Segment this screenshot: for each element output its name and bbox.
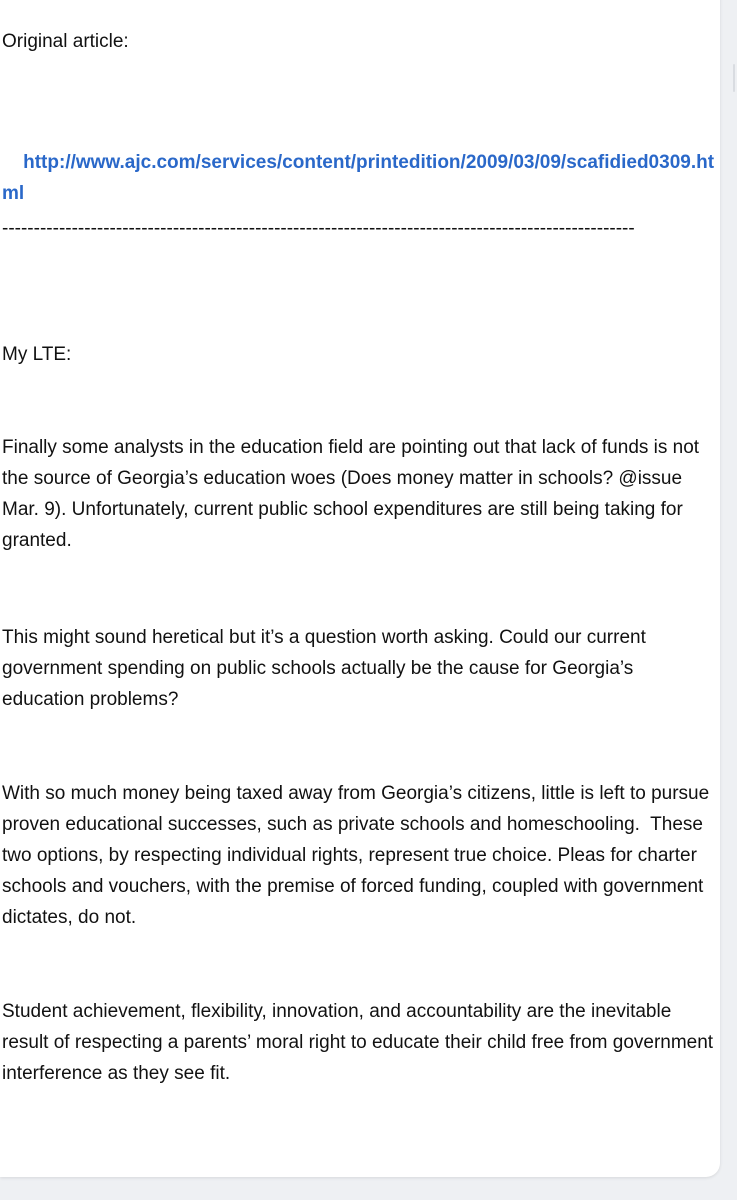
scrollbar[interactable]: [733, 64, 735, 92]
paragraph-1: Finally some analysts in the education field are pointing out that lack of funds is not the source of Georgia’s education woes (Does money matter in schools? @issue Mar. 9). Unfortunately, current public school expenditures are still being taking for granted.: [2, 437, 705, 551]
paragraph-3: With so much money being taxed away from Georgia’s citizens, little is left to pursue proven educational successes, such as private schools and homeschooling. These two options, by respecting individual rights, represent true choice. Pleas for charter schools and vouchers, with the premise of forced funding, coupled with government dictates, do not.: [2, 783, 715, 928]
original-article-label: Original article:: [2, 31, 129, 52]
divider-line: ----------------------------------------------------------------------------------------------------: [2, 218, 635, 239]
paragraph-4: Student achievement, flexibility, innovation, and accountability are the inevitable result of respecting a parents’ moral right to educate their child free from government interference as they see fit.: [2, 1001, 719, 1084]
lte-label: My LTE:: [2, 344, 72, 365]
article-link[interactable]: http://www.ajc.com/services/content/printedition/2009/03/09/scafidied0309.html: [2, 152, 715, 204]
paragraph-2: This might sound heretical but it’s a question worth asking. Could our current government spending on public schools actually be the cause for Georgia’s education problems?: [2, 627, 652, 710]
